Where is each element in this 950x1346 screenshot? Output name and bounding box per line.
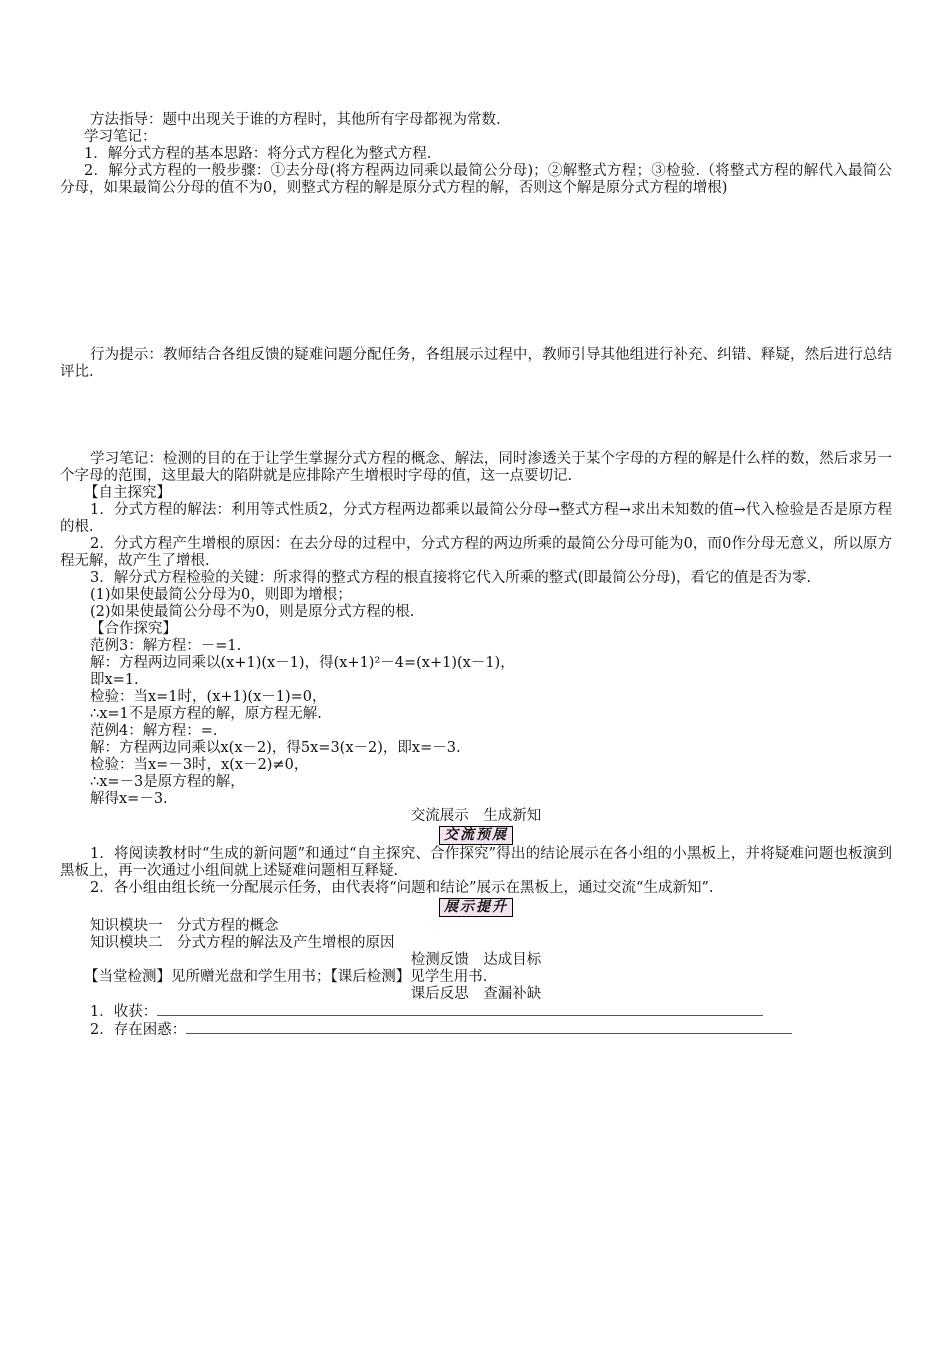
example-4-line: 检验：当x=－3时，x(x－2)≠0， (90, 757, 309, 773)
badge-show: 展示提升 (439, 898, 513, 917)
zizhu-item-3a: (1)如果使最简公分母为0，则即为增根； (90, 587, 352, 603)
reflect-harvest-label: 1．收获： (90, 1004, 158, 1020)
notes-detect: 学习笔记：检测的目的在于让学生掌握分式方程的概念、解法，同时渗透关于某个字母的方程的解是什么样的数，然后求另一个字母的范围，这里最大的陷阱就是应排除产生增根时字母的值，这一点要切记. (60, 451, 892, 484)
badge-preview: 交流预展 (439, 826, 513, 845)
exchange-item-2: 2．各小组由组长统一分配展示任务，由代表将“问题和结论”展示在黑板上，通过交流“生成新知”. (90, 880, 714, 896)
detect-line: 【当堂检测】见所赠光盘和学生用书；【课后检测】见学生用书. (84, 969, 488, 985)
answer-blank-line[interactable] (157, 1003, 763, 1016)
exchange-item-1: 1．将阅读教材时“生成的新问题”和通过“自主探究、合作探究”得出的结论展示在各小组的小黑板上，并将疑难问题也板演到黑板上，再一次通过小组间就上述疑难问题相互释疑. (60, 846, 892, 879)
notes-item-2: 2．解分式方程的一般步骤：①去分母(将方程两边同乘以最简公分母)；②解整式方程；③检验.（将整式方程的解代入最简公分母，如果最简公分母的值不为0，则整式方程的解是原分式方程的解，否则这个解是原分式方程的增根) (60, 163, 892, 196)
zizhu-item-1: 1．分式方程的解法：利用等式性质2，分式方程两边都乘以最简公分母→整式方程→求出未知数的值→代入检验是否是原方程的根. (60, 502, 892, 535)
knowledge-module-1: 知识模块一 分式方程的概念 (90, 918, 279, 934)
behavior-hint: 行为提示：教师结合各组反馈的疑难问题分配任务，各组展示过程中，教师引导其他组进行补充、纠错、释疑，然后进行总结评比. (60, 347, 892, 380)
example-4-line: 解：方程两边同乘以x(x－2)，得5x=3(x－2)，即x=－3. (90, 740, 461, 756)
reflect-confusion-label: 2．存在困惑： (90, 1022, 187, 1038)
blank-space (60, 197, 892, 347)
section-title-exchange: 交流展示 生成新知 (410, 808, 542, 824)
reflect-confusion (60, 1021, 892, 1039)
zizhu-item-3b: (2)如果使最简公分母不为0，则是原分式方程的根. (90, 604, 415, 620)
notes-title: 学习笔记： (84, 129, 157, 145)
reflect-harvest (60, 1003, 892, 1021)
knowledge-module-2: 知识模块二 分式方程的解法及产生增根的原因 (90, 935, 395, 951)
blank-space (60, 381, 892, 451)
section-title-reflect: 课后反思 查漏补缺 (410, 986, 542, 1002)
zizhu-item-3: 3．解分式方程检验的关键：所求得的整式方程的根直接将它代入所乘的整式(即最简公分母)，看它的值是否为零. (90, 570, 812, 586)
example-4-title: 范例4：解方程：=. (90, 723, 218, 739)
document-page (60, 112, 892, 1039)
example-4-line: ∴x=－3是原方程的解， (90, 774, 245, 790)
notes-item-1: 1．解分式方程的基本思路：将分式方程化为整式方程. (84, 146, 432, 162)
section-title-detect: 检测反馈 达成目标 (410, 952, 542, 968)
section-head-zizhu: 【自主探究】 (84, 485, 171, 501)
example-3-line: 解：方程两边同乘以(x+1)(x－1)，得(x+1)²－4=(x+1)(x－1)， (90, 655, 515, 671)
method-guide: 方法指导：题中出现关于谁的方程时，其他所有字母都视为常数. (90, 112, 501, 128)
example-3-title: 范例3：解方程：－=1. (90, 638, 242, 654)
zizhu-item-2: 2．分式方程产生增根的原因：在去分母的过程中，分式方程的两边所乘的最简公分母可能为0，而0作分母无意义，所以原方程无解，故产生了增根. (60, 536, 892, 569)
example-4-line: 解得x=－3. (90, 791, 168, 807)
example-3-line: ∴x=1不是原方程的解，原方程无解. (90, 706, 322, 722)
section-head-hezuo: 【合作探究】 (90, 621, 177, 637)
example-3-line: 即x=1. (90, 672, 139, 688)
answer-blank-line[interactable] (186, 1021, 792, 1034)
example-3-line: 检验：当x=1时，(x+1)(x－1)=0， (90, 689, 327, 705)
